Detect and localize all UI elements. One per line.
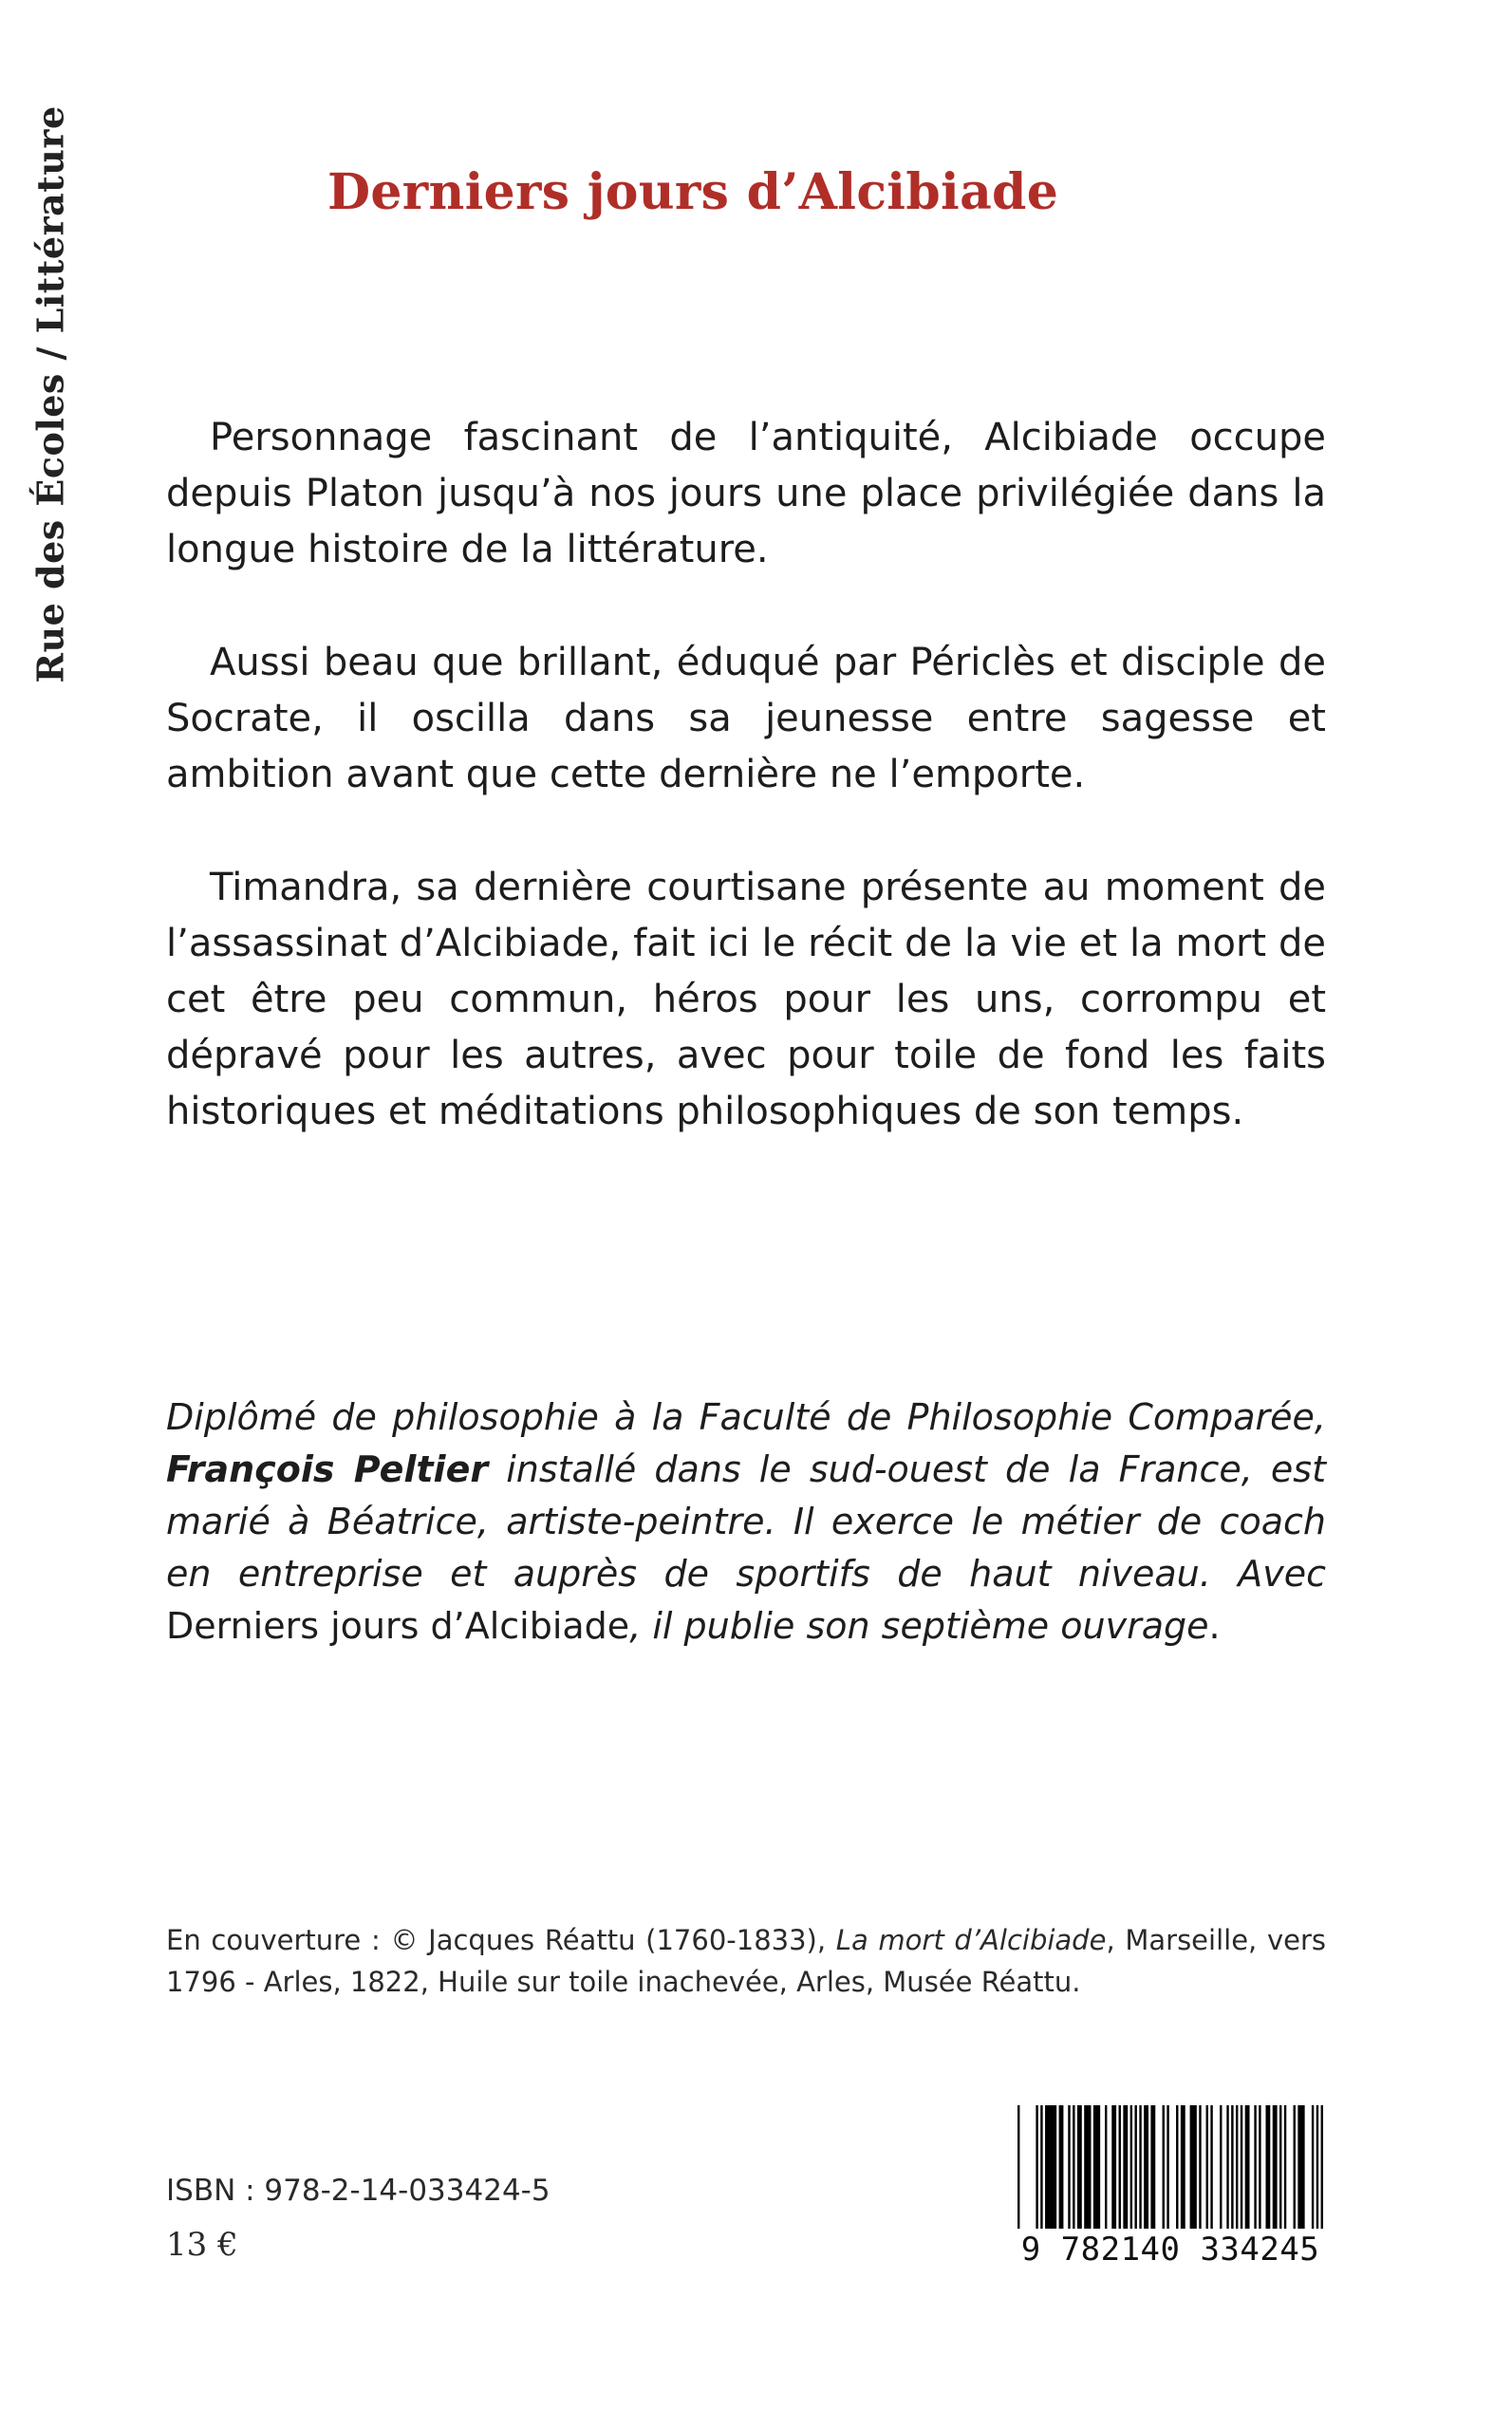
spine-label <box>8 104 93 683</box>
credit-artwork: La mort d’Alcibiade <box>835 1924 1107 1956</box>
blurb-paragraph-3: Timandra, sa dernière courtisane présente au moment de l’assassinat d’Alcibiade, fait ici le récit de la vie et la mort de cet être peu commun, héros pour les uns, corrompu et dépravé pour les autres, avec pour toile de fond les faits historiques et méditations philosophiques de son temps. <box>166 866 1326 1133</box>
bio-period: . <box>1208 1605 1221 1647</box>
collection-name: Rue des Écoles / Littérature <box>28 104 72 683</box>
bio-middle: installé dans le sud-ouest de la France, est marié à Béatrice, artiste-peintre. Il exerce le métier de coach en entreprise et auprès de sportifs de haut niveau. Avec <box>166 1448 1326 1595</box>
barcode <box>1014 2105 1327 2276</box>
barcode-digits: 9 782140 334245 <box>1014 2229 1327 2270</box>
bio-book-title: Derniers jours d’Alcibiade <box>166 1605 630 1647</box>
credit-suffix: , Marseille, vers 1796 - Arles, 1822, Huile sur toile inachevée, Arles, Musée Réattu. <box>166 1924 1326 1998</box>
author-bio <box>166 1391 1326 1653</box>
author-name: François Peltier <box>166 1448 489 1490</box>
blurb-paragraph-2: Aussi beau que brillant, éduqué par Périclès et disciple de Socrate, il oscilla dans sa jeunesse entre sagesse et ambition avant que cette dernière ne l’emporte. <box>166 641 1326 796</box>
isbn-text: ISBN : 978-2-14-033424-5 <box>166 2174 551 2208</box>
cover-credit <box>166 1919 1326 2003</box>
blurb-paragraph-1: Personnage fascinant de l’antiquité, Alcibiade occupe depuis Platon jusqu’à nos jours une place privilégiée dans la longue histoire de la littérature. <box>166 416 1326 571</box>
bio-outro: , il publie son septième ouvrage <box>629 1605 1209 1647</box>
credit-prefix: En couverture : © Jacques Réattu (1760-1833), <box>166 1924 827 1956</box>
price-text: 13 € <box>166 2226 238 2264</box>
book-title: Derniers jours d’Alcibiade <box>327 163 1059 221</box>
bio-intro: Diplômé de philosophie à la Faculté de Philosophie Comparée, <box>166 1396 1326 1438</box>
